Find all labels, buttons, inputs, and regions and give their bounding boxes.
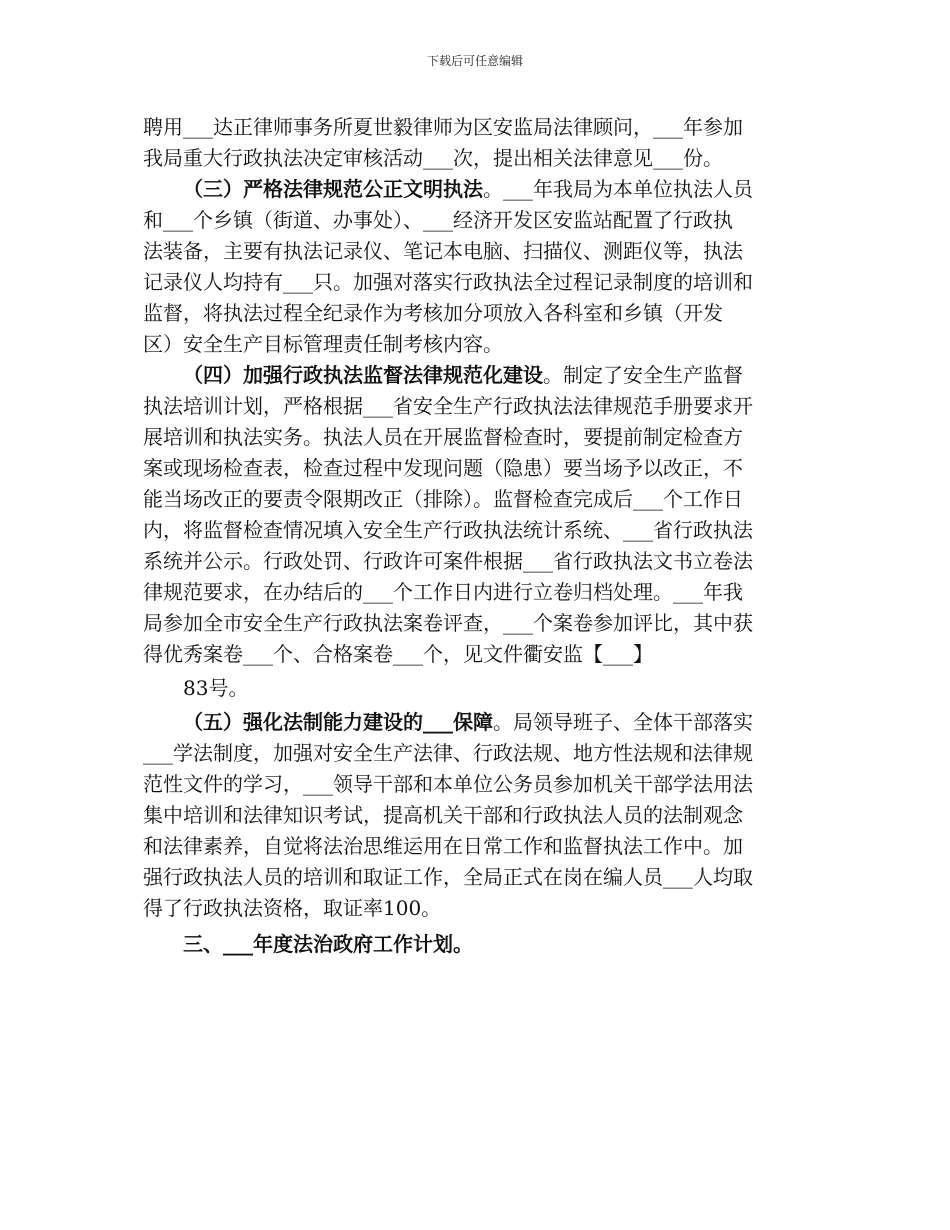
- line-text: ___学法制度，加强对安全生产法律、行政法规、地方性法规和法律规: [143, 741, 753, 765]
- text-line: [143, 484, 809, 515]
- line-text: 内，将监督检查情况填入安全生产行政执法统计系统、___省行政执法: [143, 518, 753, 542]
- text-line: [143, 515, 809, 546]
- text-line: [143, 738, 809, 769]
- text-line: [143, 143, 809, 174]
- bold-heading: （三）严格法律规范公正文明执法: [183, 177, 483, 201]
- text-line: [143, 639, 809, 670]
- line-text: 监督，将执法过程全纪录作为考核加分项放入各科室和乡镇（开发: [143, 301, 723, 325]
- line-text: 记录仪人均持有___只。加强对落实行政执法全过程记录制度的培训和: [143, 270, 753, 294]
- line-text: 展培训和执法实务。执法人员在开展监督检查时，要提前制定检查方: [143, 425, 743, 449]
- text-line: [143, 360, 809, 391]
- line-text: 能当场改正的要责令限期改正（排除）。监督检查完成后___个工作日: [143, 487, 743, 511]
- line-text: 83号。: [183, 676, 249, 700]
- line-text: 。制定了安全生产监督: [543, 363, 743, 387]
- text-line: [143, 831, 809, 862]
- text-line: [143, 236, 809, 267]
- line-text: 我局重大行政执法决定审核活动___次，提出相关法律意见___份。: [143, 146, 723, 170]
- line-text: 。___年我局为本单位执法人员: [483, 177, 753, 201]
- text-line: [143, 608, 809, 639]
- line-text: 得优秀案卷___个、合格案卷___个，见文件衢安监【___】: [143, 642, 653, 666]
- text-line: [143, 453, 809, 484]
- line-text: 集中培训和法律知识考试，提高机关干部和行政执法人员的法制观念: [143, 803, 743, 827]
- line-text: 律规范要求，在办结后的___个工作日内进行立卷归档处理。___年我: [143, 580, 743, 604]
- text-line: [143, 769, 809, 800]
- line-text: 范性文件的学习，___领导干部和本单位公务员参加机关干部学法用法: [143, 772, 753, 796]
- text-line: [143, 174, 809, 205]
- line-text: 执法培训计划，严格根据___省安全生产行政执法法律规范手册要求开: [143, 394, 753, 418]
- bold-heading: （四）加强行政执法监督法律规范化建设: [183, 363, 543, 387]
- text-line: [143, 707, 809, 738]
- text-line: [143, 422, 809, 453]
- line-text: 法装备，主要有执法记录仪、笔记本电脑、扫描仪、测距仪等，执法: [143, 239, 743, 263]
- text-line: [143, 673, 809, 704]
- line-text: 聘用___达正律师事务所夏世毅律师为区安监局法律顾问，___年参加: [143, 115, 743, 139]
- line-text: 区）安全生产目标管理责任制考核内容。: [143, 332, 503, 356]
- text-line: [143, 862, 809, 893]
- line-text: 案或现场检查表，检查过程中发现问题（隐患）要当场予以改正，不: [143, 456, 743, 480]
- bold-heading: 三、___年度法治政府工作计划。: [183, 932, 473, 956]
- text-line: [143, 929, 809, 960]
- line-text: 和法律素养，自觉将法治思维运用在日常工作和监督执法工作中。加: [143, 834, 743, 858]
- text-line: [143, 391, 809, 422]
- line-text: 和___个乡镇（街道、办事处）、___经济开发区安监站配置了行政执: [143, 208, 733, 232]
- text-line: [143, 577, 809, 608]
- line-text: 系统并公示。行政处罚、行政许可案件根据___省行政执法文书立卷法: [143, 549, 753, 573]
- bold-heading: （五）强化法制能力建设的___保障: [183, 710, 493, 734]
- text-line: [143, 298, 809, 329]
- text-line: [143, 112, 809, 143]
- text-line: [143, 205, 809, 236]
- text-line: [143, 893, 809, 924]
- line-text: 得了行政执法资格，取证率100。: [143, 896, 442, 920]
- line-text: 。局领导班子、全体干部落实: [493, 710, 753, 734]
- page-header: 下载后可任意编辑: [426, 54, 523, 68]
- text-line: [143, 546, 809, 577]
- line-text: 强行政执法人员的培训和取证工作，全局正式在岗在编人员___人均取: [143, 865, 753, 889]
- text-line: [143, 267, 809, 298]
- line-text: 局参加全市安全生产行政执法案卷评查，___个案卷参加评比，其中获: [143, 611, 753, 635]
- document-body: [143, 112, 809, 960]
- text-line: [143, 329, 809, 360]
- text-line: [143, 800, 809, 831]
